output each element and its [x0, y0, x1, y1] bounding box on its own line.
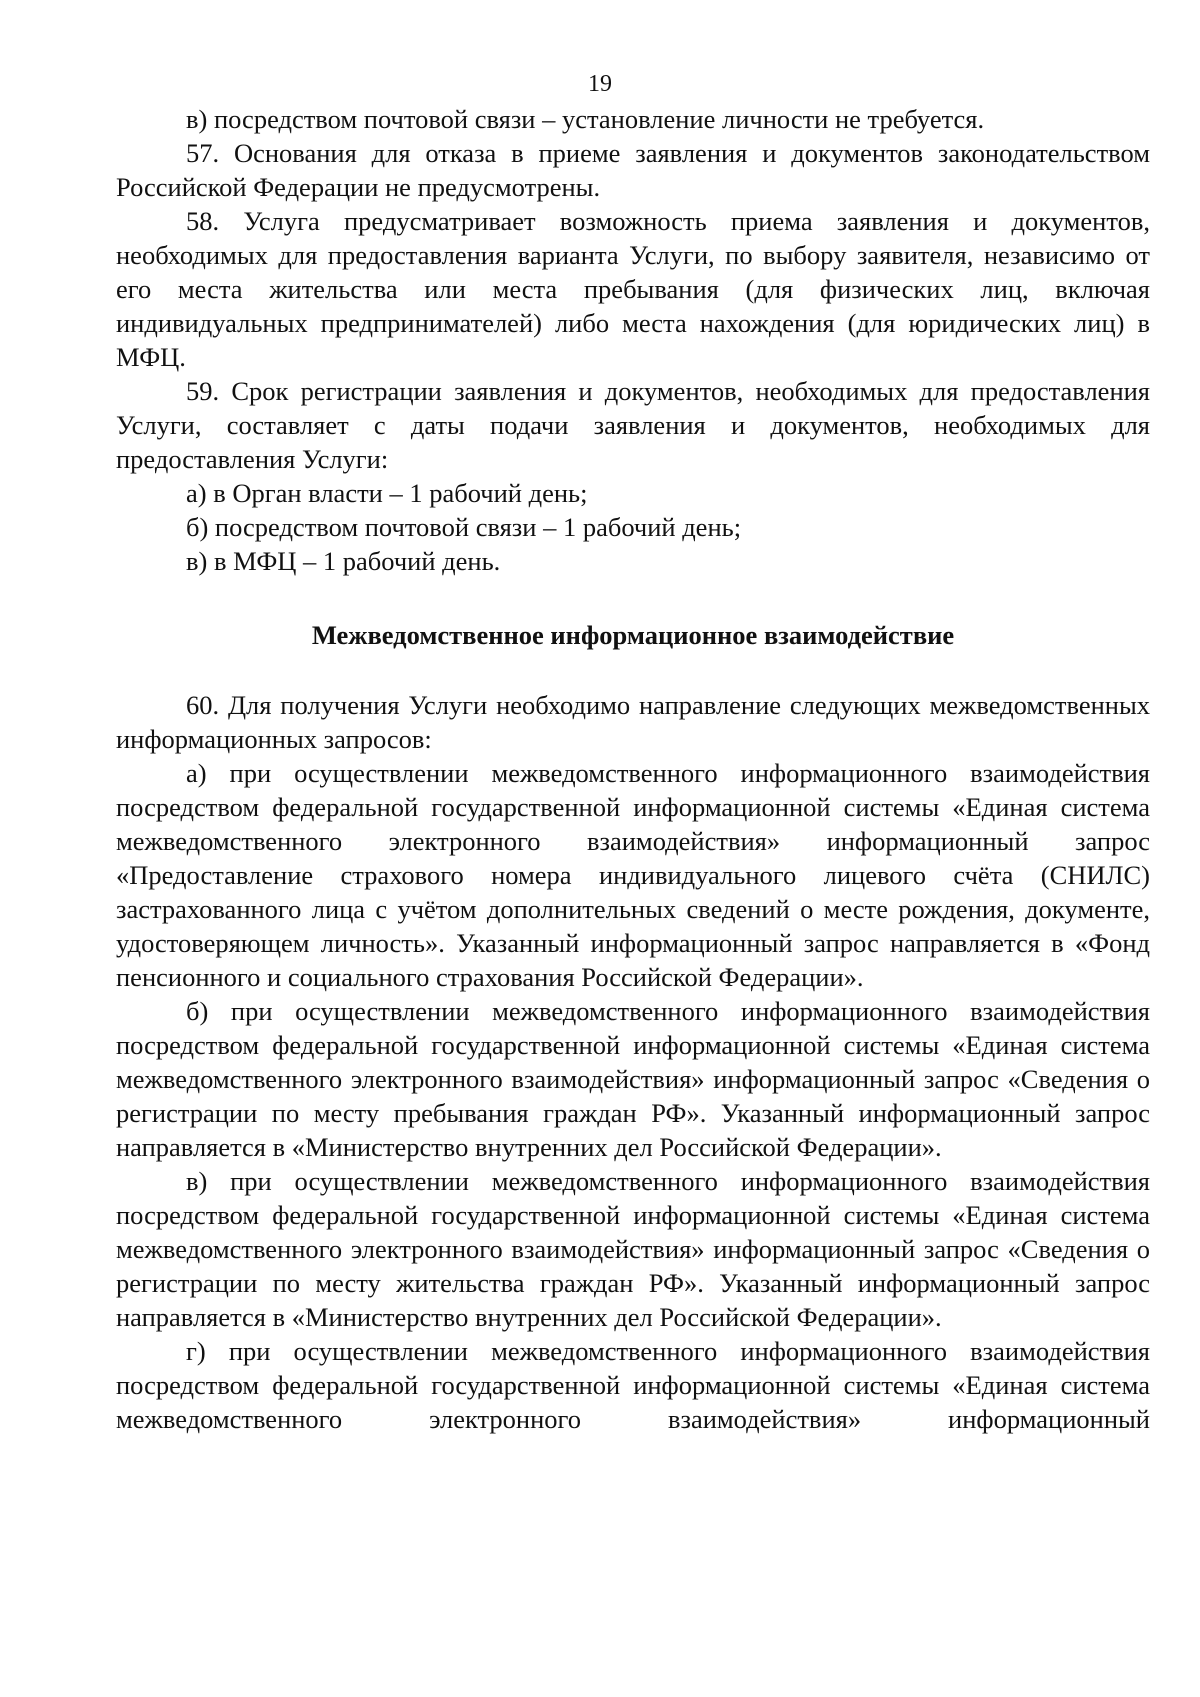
paragraph-59-item-v: в) в МФЦ – 1 рабочий день.: [186, 546, 501, 576]
paragraph-59-item-b: б) посредством почтовой связи – 1 рабочий день;: [186, 512, 742, 542]
paragraph-58: 58. Услуга предусматривает возможность приема заявления и документов, необходимых для предоставления варианта Услуги, по выбору заявителя, независимо от его места жительства или места пребывания (для физических лиц, включая индивидуальных предпринимателей) либо места нахождения (для юридических лиц) в МФЦ.: [116, 206, 1150, 372]
paragraph-60-item-v: в) при осуществлении межведомственного информационного взаимодействия посредством федеральной государственной информационной системы «Единая система межведомственного электронного взаимодействия» информационный запрос «Сведения о регистрации по месту жительства граждан РФ». Указанный информационный запрос направляется в «Министерство внутренних дел Российской Федерации».: [116, 1166, 1150, 1332]
page-number: 19: [588, 71, 612, 97]
paragraph-59: 59. Срок регистрации заявления и документов, необходимых для предоставления Услуги, составляет с даты подачи заявления и документов, необходимых для предоставления Услуги:: [116, 376, 1150, 474]
section-heading: Межведомственное информационное взаимодействие: [311, 620, 955, 650]
paragraph-60-item-g: г) при осуществлении межведомственного информационного взаимодействия посредством федеральной государственной информационной системы «Единая система межведомственного электронного взаимодействия» информационный: [116, 1336, 1150, 1434]
paragraph-59-item-a: а) в Орган власти – 1 рабочий день;: [186, 478, 588, 508]
paragraph-57: 57. Основания для отказа в приеме заявления и документов законодательством Российской Федерации не предусмотрены.: [116, 138, 1150, 202]
paragraph-60: 60. Для получения Услуги необходимо направление следующих межведомственных информационных запросов:: [116, 690, 1150, 754]
paragraph-60-item-a: а) при осуществлении межведомственного информационного взаимодействия посредством федеральной государственной информационной системы «Единая система межведомственного электронного взаимодействия» информационный запрос «Предоставление страхового номера индивидуального лицевого счёта (СНИЛС) застрахованного лица с учётом дополнительных сведений о месте рождения, документе, удостоверяющем личность». Указанный информационный запрос направляется в «Фонд пенсионного и социального страхования Российской Федерации».: [116, 758, 1150, 992]
paragraph-60-item-b: б) при осуществлении межведомственного информационного взаимодействия посредством федеральной государственной информационной системы «Единая система межведомственного электронного взаимодействия» информационный запрос «Сведения о регистрации по месту пребывания граждан РФ». Указанный информационный запрос направляется в «Министерство внутренних дел Российской Федерации».: [116, 996, 1150, 1162]
paragraph-item-v-postal: в) посредством почтовой связи – установление личности не требуется.: [186, 104, 985, 134]
document-body: [116, 102, 1150, 1436]
